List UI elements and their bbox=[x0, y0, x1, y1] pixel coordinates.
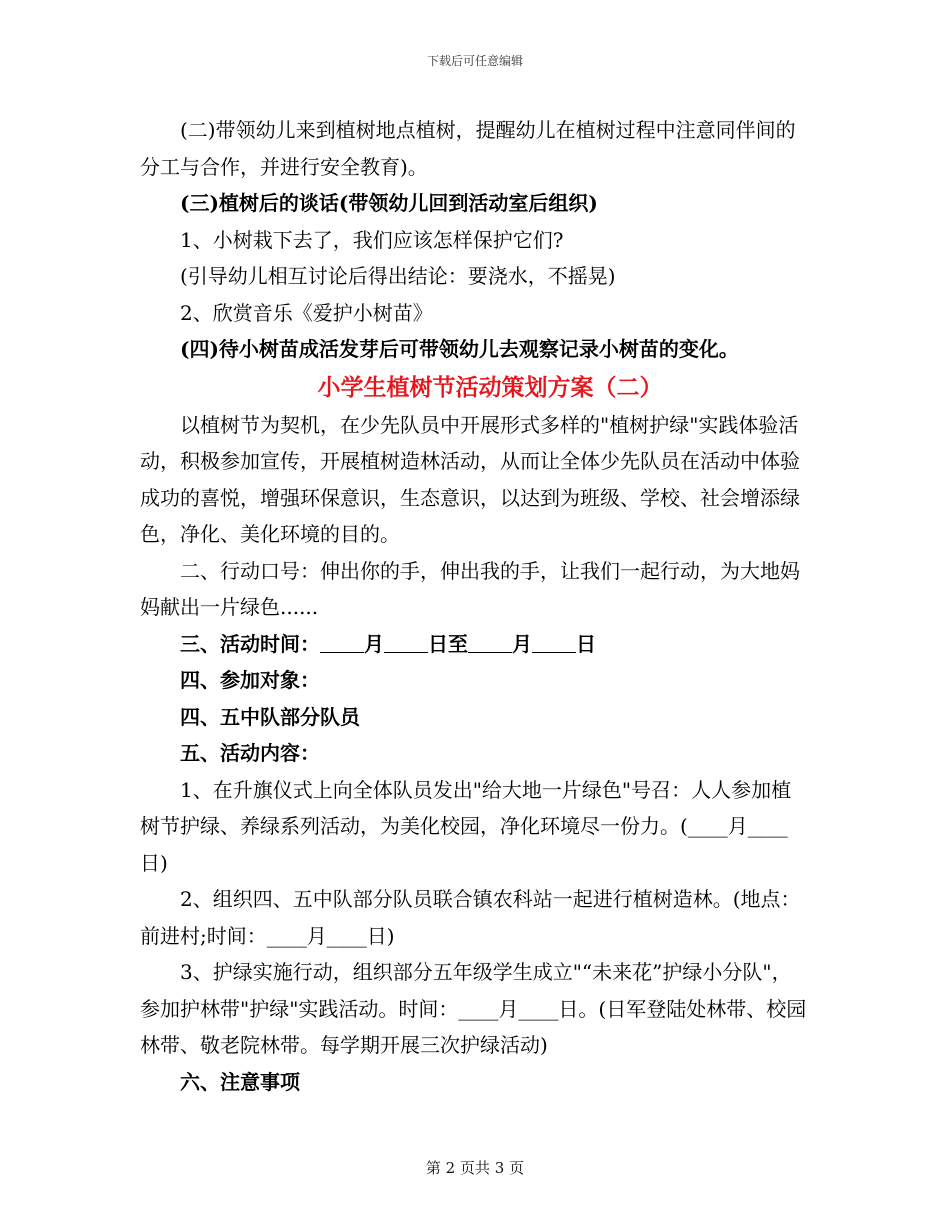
blank-line bbox=[468, 632, 512, 653]
day-label: 日 bbox=[576, 631, 596, 656]
paragraph-item-1: 1、在升旗仪式上向全体队员发出"给大地一片绿色"号召：人人参加植树节护绿、养绿系列活动，为美化校园，净化环境尽一份力。(____月____日) bbox=[140, 777, 792, 875]
paragraph-participants: 四、五中队部分队员 bbox=[180, 704, 360, 729]
document-body bbox=[140, 112, 810, 1100]
paragraph-activity-time bbox=[140, 626, 810, 663]
paragraph-protect-trees: 1、小树栽下去了，我们应该怎样保护它们? bbox=[180, 227, 564, 252]
paragraph-music: 2、欣赏音乐《爱护小树苗》 bbox=[180, 300, 433, 325]
blank-line bbox=[384, 632, 428, 653]
section-title: 小学生植树节活动策划方案（二） bbox=[317, 373, 663, 401]
heading-activity-content: 五、活动内容： bbox=[180, 741, 320, 765]
blank-line bbox=[532, 632, 576, 653]
activity-time-label: 三、活动时间： bbox=[180, 631, 320, 656]
heading-notes: 六、注意事项 bbox=[180, 1069, 300, 1094]
blank-line bbox=[320, 632, 364, 653]
paragraph-intro: 以植树节为契机，在少先队员中开展形式多样的"植树护绿"实践体验活动，积极参加宣传，开展植树造林活动，从而让全体少先队员在活动中体验成功的喜悦，增强环保意识，生态意识，以达到为班级、学校、社会增添绿色，净化、美化环境的目的。 bbox=[140, 412, 800, 546]
page-footer: 第 2 页共 3 页 bbox=[425, 1159, 525, 1177]
day-to-label: 日至 bbox=[428, 631, 468, 656]
paragraph-item-2: 2、组织四、五中队部分队员联合镇农科站一起进行植树造林。(地点：前进村;时间：____月____日) bbox=[140, 887, 801, 948]
month-label: 月 bbox=[512, 631, 532, 656]
paragraph-planting: (二)带领幼儿来到植树地点植树，提醒幼儿在植树过程中注意同伴间的分工与合作，并进行安全教育)。 bbox=[140, 118, 796, 179]
heading-after-planting-talk: (三)植树后的谈话(带领幼儿回到活动室后组织) bbox=[180, 191, 598, 215]
month-label: 月 bbox=[364, 631, 384, 656]
heading-observe-saplings: (四)待小树苗成活发芽后可带领幼儿去观察记录小树苗的变化。 bbox=[180, 337, 739, 361]
paragraph-item-3: 3、护绿实施行动，组织部分五年级学生成立"“未来花”护绿小分队"，参加护林带"护绿"实践活动。时间：____月____日。(日军登陆处林带、校园林带、敬老院林带。每学期开展三次护绿活动) bbox=[140, 960, 807, 1057]
page-header: 下载后可任意编辑 bbox=[426, 54, 523, 68]
heading-participants: 四、参加对象： bbox=[180, 668, 320, 692]
paragraph-slogan: 二、行动口号：伸出你的手，伸出我的手，让我们一起行动，为大地妈妈献出一片绿色...... bbox=[140, 558, 800, 619]
paragraph-discussion-conclusion: (引导幼儿相互讨论后得出结论：要浇水，不摇晃) bbox=[180, 264, 616, 288]
